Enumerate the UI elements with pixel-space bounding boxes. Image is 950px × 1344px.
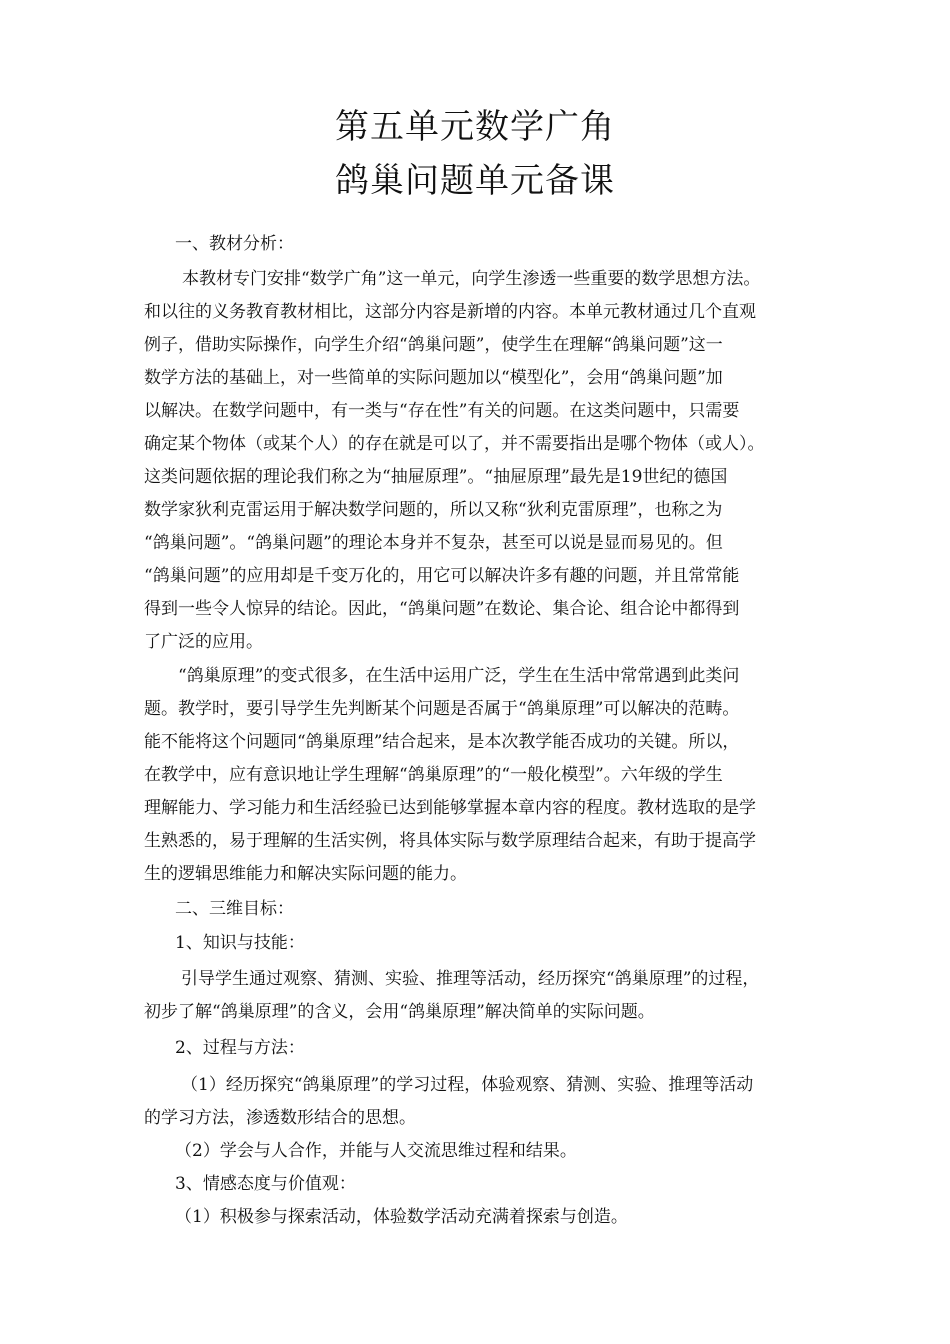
paragraph-line: 引导学生通过观察、猜测、实验、推理等活动，经历探究“鸽巢原理”的过程， <box>181 969 760 989</box>
subheading-process-method: 2、过程与方法： <box>175 1038 305 1058</box>
paragraph-line: “鸽巢问题”的应用却是千变万化的，用它可以解决许多有趣的问题，并且常常能 <box>144 566 740 586</box>
paragraph-line: 了广泛的应用。 <box>144 632 263 652</box>
paragraph-line: 题。教学时，要引导学生先判断某个问题是否属于“鸽巢原理”可以解决的范畴。 <box>144 699 740 719</box>
paragraph-process-method-2: （2）学会与人合作，并能与人交流思维过程和结果。 <box>175 1141 577 1161</box>
paragraph-line: 例子，借助实际操作，向学生介绍“鸽巢问题”，使学生在理解“鸽巢问题”这一 <box>144 335 723 355</box>
paragraph-line: 初步了解“鸽巢原理”的含义，会用“鸽巢原理”解决简单的实际问题。 <box>144 1002 655 1022</box>
subheading-knowledge-skills: 1、知识与技能： <box>175 933 305 953</box>
paragraph-line: 和以往的义务教育教材相比，这部分内容是新增的内容。本单元教材通过几个直观 <box>144 302 756 322</box>
paragraph-line: “鸽巢问题”。“鸽巢问题”的理论本身并不复杂，甚至可以说是显而易见的。但 <box>144 533 723 553</box>
paragraph-line: 理解能力、学习能力和生活经验已达到能够掌握本章内容的程度。教材选取的是学 <box>144 798 756 818</box>
paragraph-line: 生的逻辑思维能力和解决实际问题的能力。 <box>144 864 467 884</box>
paragraph-line: （1）经历探究“鸽巢原理”的学习过程，体验观察、猜测、实验、推理等活动 <box>181 1075 754 1095</box>
paragraph-line: 这类问题依据的理论我们称之为“抽屉原理”。“抽屉原理”最先是19世纪的德国 <box>144 467 728 487</box>
paragraph-attitude-values-1: （1）积极参与探索活动，体验数学活动充满着探索与创造。 <box>175 1207 628 1227</box>
document-title-line2: 鸽巢问题单元备课 <box>335 161 615 201</box>
subheading-attitude-values: 3、情感态度与价值观： <box>175 1174 356 1194</box>
paragraph-line: 本教材专门安排“数学广角”这一单元，向学生渗透一些重要的数学思想方法。 <box>182 269 761 289</box>
paragraph-line: 确定某个物体（或某个人）的存在就是可以了，并不需要指出是哪个物体（或人）。 <box>144 434 765 454</box>
section-heading-objectives: 二、三维目标： <box>175 899 294 919</box>
paragraph-line: 能不能将这个问题同“鸽巢原理”结合起来，是本次教学能否成功的关键。所以， <box>144 732 740 752</box>
paragraph-line: 数学方法的基础上，对一些简单的实际问题加以“模型化”，会用“鸽巢问题”加 <box>144 368 723 388</box>
paragraph-line: 以解决。在数学问题中，有一类与“存在性”有关的问题。在这类问题中，只需要 <box>144 401 740 421</box>
paragraph-line: 的学习方法，渗透数形结合的思想。 <box>144 1108 416 1128</box>
paragraph-line: 得到一些令人惊异的结论。因此，“鸽巢问题”在数论、集合论、组合论中都得到 <box>144 599 740 619</box>
paragraph-line: 生熟悉的，易于理解的生活实例，将具体实际与数学原理结合起来，有助于提高学 <box>144 831 756 851</box>
paragraph-line: 数学家狄利克雷运用于解决数学问题的，所以又称“狄利克雷原理”，也称之为 <box>144 500 723 520</box>
section-heading-material-analysis: 一、教材分析： <box>175 234 294 254</box>
document-title-line1: 第五单元数学广角 <box>335 107 615 147</box>
paragraph-line: “鸽巢原理”的变式很多，在生活中运用广泛，学生在生活中常常遇到此类问 <box>178 666 740 686</box>
paragraph-line: 在教学中，应有意识地让学生理解“鸽巢原理”的“一般化模型”。六年级的学生 <box>144 765 723 785</box>
